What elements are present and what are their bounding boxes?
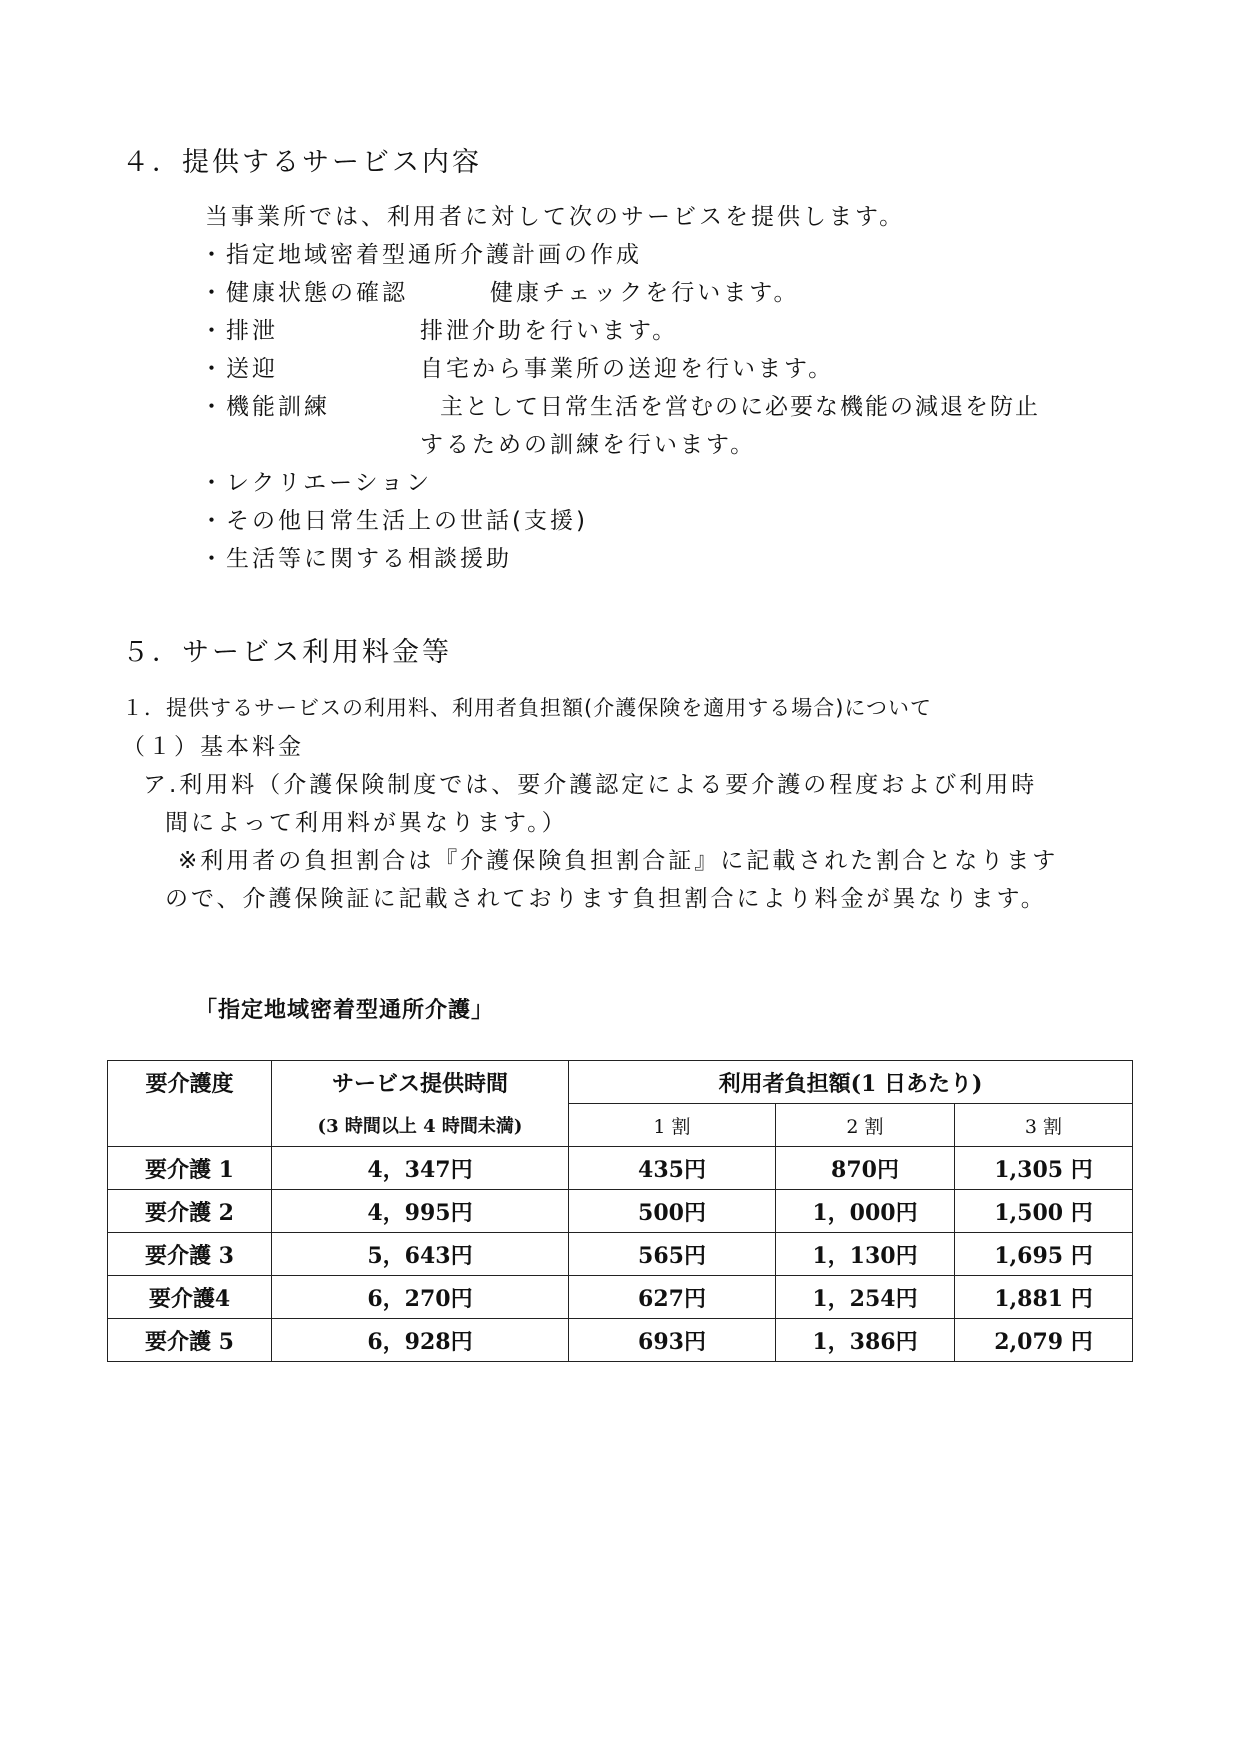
cell-fee: 6，928円 <box>272 1319 569 1362</box>
header-ratio-3: 3 割 <box>955 1104 1133 1147</box>
table-row <box>108 1233 1133 1276</box>
header-care-level-blank <box>108 1104 272 1147</box>
cell-level: 要介護4 <box>108 1276 272 1319</box>
cell-ratio-3: 1,500 円 <box>955 1190 1133 1233</box>
table-header-row <box>108 1061 1133 1104</box>
cell-ratio-3: 1,881 円 <box>955 1276 1133 1319</box>
cell-ratio-1: 500円 <box>569 1190 776 1233</box>
list-item: ・排泄 <box>200 318 278 344</box>
cell-fee: 4，347円 <box>272 1147 569 1190</box>
cell-ratio-1: 565円 <box>569 1233 776 1276</box>
cell-ratio-3: 1,695 円 <box>955 1233 1133 1276</box>
list-item: ・指定地域密着型通所介護計画の作成 <box>200 242 642 268</box>
section4-heading: ４．提供するサービス内容 <box>122 147 482 178</box>
list-item: ・生活等に関する相談援助 <box>200 546 512 572</box>
table-subheader-row <box>108 1104 1133 1147</box>
header-user-charge: 利用者負担額(1 日あたり) <box>569 1061 1133 1104</box>
list-item-desc: 健康チェックを行います。 <box>490 280 800 306</box>
cell-level: 要介護 5 <box>108 1319 272 1362</box>
list-item: ・送迎 <box>200 356 278 382</box>
header-care-level: 要介護度 <box>108 1061 272 1104</box>
cell-ratio-1: 435円 <box>569 1147 776 1190</box>
table-row <box>108 1276 1133 1319</box>
header-service-time: サービス提供時間 <box>272 1061 569 1104</box>
cell-ratio-2: 1，254円 <box>776 1276 955 1319</box>
cell-fee: 5，643円 <box>272 1233 569 1276</box>
cell-ratio-2: 870円 <box>776 1147 955 1190</box>
section5-line4: 間によって利用料が異なります。） <box>165 810 568 836</box>
section5-heading: ５．サービス利用料金等 <box>122 637 452 668</box>
cell-ratio-2: 1，386円 <box>776 1319 955 1362</box>
list-item: ・レクリエーション <box>200 470 433 496</box>
cell-ratio-3: 1,305 円 <box>955 1147 1133 1190</box>
table-caption: 「指定地域密着型通所介護」 <box>195 997 495 1023</box>
list-item: ・機能訓練 <box>200 394 330 420</box>
cell-level: 要介護 2 <box>108 1190 272 1233</box>
list-item: ・健康状態の確認 <box>200 280 408 306</box>
cell-level: 要介護 1 <box>108 1147 272 1190</box>
list-item: ・その他日常生活上の世話(支援) <box>200 508 588 534</box>
cell-fee: 6，270円 <box>272 1276 569 1319</box>
table-row <box>108 1147 1133 1190</box>
list-item-desc: 排泄介助を行います。 <box>420 318 679 344</box>
header-service-time-sub: (3 時間以上 4 時間未満) <box>272 1104 569 1147</box>
section5-line5: ※利用者の負担割合は『介護保険負担割合証』に記載された割合となります <box>178 848 1059 874</box>
cell-ratio-3: 2,079 円 <box>955 1319 1133 1362</box>
table-row <box>108 1190 1133 1233</box>
table-row <box>108 1319 1133 1362</box>
header-ratio-2: 2 割 <box>776 1104 955 1147</box>
list-item-desc: 自宅から事業所の送迎を行います。 <box>420 356 835 382</box>
section5-line6: ので、介護保険証に記載されております負担割合により料金が異なります。 <box>165 886 1047 912</box>
cell-ratio-2: 1，000円 <box>776 1190 955 1233</box>
section5-line3: ア.利用料（介護保険制度では、要介護認定による要介護の程度および利用時 <box>143 772 1038 798</box>
section4-intro: 当事業所では、利用者に対して次のサービスを提供します。 <box>205 204 906 230</box>
cell-ratio-1: 693円 <box>569 1319 776 1362</box>
section5-line1: １．提供するサービスの利用料、利用者負担額(介護保険を適用する場合)について <box>122 696 932 720</box>
section5-line2: （１）基本料金 <box>122 734 304 760</box>
header-ratio-1: 1 割 <box>569 1104 776 1147</box>
list-item-desc: 主として日常生活を営むのに必要な機能の減退を防止 <box>440 394 1040 420</box>
cell-ratio-1: 627円 <box>569 1276 776 1319</box>
cell-level: 要介護 3 <box>108 1233 272 1276</box>
list-item-desc-cont: するための訓練を行います。 <box>420 432 757 458</box>
cell-ratio-2: 1，130円 <box>776 1233 955 1276</box>
cell-fee: 4，995円 <box>272 1190 569 1233</box>
fee-table <box>107 1060 1133 1362</box>
